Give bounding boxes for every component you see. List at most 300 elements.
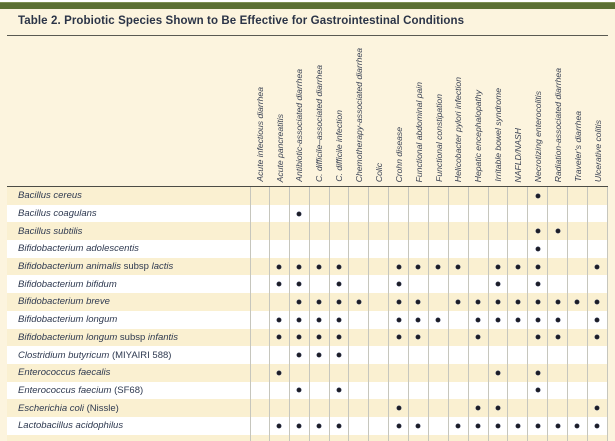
condition-cell (548, 293, 568, 311)
effectiveness-dot (297, 265, 301, 269)
condition-cell (250, 187, 270, 205)
title-block (7, 9, 608, 36)
table-row (7, 417, 608, 435)
condition-header (508, 36, 528, 186)
condition-cell (528, 329, 548, 347)
condition-cell (508, 205, 528, 223)
effectiveness-dot (536, 300, 540, 304)
condition-cell (548, 382, 568, 400)
condition-cell (429, 364, 449, 382)
condition-cell (528, 364, 548, 382)
effectiveness-dot (337, 265, 341, 269)
condition-cell (270, 329, 290, 347)
effectiveness-dot (337, 318, 341, 322)
effectiveness-dot (277, 265, 281, 269)
condition-header-label: Acute pancreatitis (274, 113, 285, 182)
condition-cell (588, 222, 608, 240)
condition-header-label: Traveler's diarrhea (572, 111, 583, 182)
effectiveness-dot (536, 282, 540, 286)
condition-cell (449, 205, 469, 223)
condition-cell (528, 293, 548, 311)
condition-cell (548, 258, 568, 276)
table-row (7, 364, 608, 382)
condition-cell (270, 435, 290, 441)
condition-cell (528, 435, 548, 441)
condition-cell (489, 382, 509, 400)
effectiveness-dot (317, 300, 321, 304)
condition-cell (508, 346, 528, 364)
condition-cell (588, 399, 608, 417)
condition-header-label: Helicobacter pylori infection (453, 76, 464, 182)
condition-cell (449, 275, 469, 293)
condition-cell (548, 275, 568, 293)
condition-cell (270, 364, 290, 382)
condition-cell (528, 382, 548, 400)
condition-cell (310, 346, 330, 364)
species-name: Enterococcus faecium (SF68) (18, 384, 144, 396)
condition-cell (528, 346, 548, 364)
condition-cell (528, 417, 548, 435)
condition-cell (349, 293, 369, 311)
condition-cell (469, 364, 489, 382)
effectiveness-dot (536, 247, 540, 251)
condition-header (409, 36, 429, 186)
effectiveness-dot (317, 424, 321, 428)
condition-cell (250, 205, 270, 223)
condition-cell (449, 364, 469, 382)
condition-cell (489, 205, 509, 223)
condition-cell (330, 417, 350, 435)
effectiveness-dot (575, 424, 579, 428)
condition-cell (409, 382, 429, 400)
condition-cell (310, 205, 330, 223)
condition-cell (330, 346, 350, 364)
effectiveness-dot (277, 335, 281, 339)
species-name: Bifidobacterium breve (18, 296, 110, 308)
condition-cell (369, 382, 389, 400)
condition-cell (568, 187, 588, 205)
condition-cell (250, 435, 270, 441)
effectiveness-dot (476, 318, 480, 322)
condition-cell (528, 399, 548, 417)
condition-cell (270, 399, 290, 417)
condition-cell (429, 187, 449, 205)
condition-cell (290, 222, 310, 240)
condition-cell (508, 240, 528, 258)
effectiveness-dot (476, 424, 480, 428)
condition-cell (310, 275, 330, 293)
condition-cell (508, 435, 528, 441)
condition-cell (508, 258, 528, 276)
row-cells (250, 293, 608, 311)
effectiveness-dot (297, 282, 301, 286)
condition-cell (389, 329, 409, 347)
condition-cell (290, 275, 310, 293)
condition-cell (489, 346, 509, 364)
condition-header (389, 36, 409, 186)
condition-cell (349, 311, 369, 329)
condition-cell (548, 417, 568, 435)
condition-cell (489, 311, 509, 329)
row-cells (250, 240, 608, 258)
condition-cell (250, 240, 270, 258)
condition-cell (449, 399, 469, 417)
condition-cell (429, 399, 449, 417)
effectiveness-dot (456, 424, 460, 428)
condition-cell (508, 222, 528, 240)
table-row (7, 187, 608, 205)
row-cells (250, 329, 608, 347)
species-name: Lactobacillus acidophilus (18, 420, 124, 432)
effectiveness-dot (496, 406, 500, 410)
effectiveness-dot (337, 300, 341, 304)
condition-cell (349, 399, 369, 417)
condition-cell (250, 311, 270, 329)
condition-cell (389, 399, 409, 417)
effectiveness-dot (297, 335, 301, 339)
condition-cell (290, 311, 310, 329)
condition-cell (250, 258, 270, 276)
condition-header-label: Hepatic encephalopathy (473, 89, 484, 182)
condition-cell (330, 240, 350, 258)
condition-cell (469, 240, 489, 258)
effectiveness-dot (337, 335, 341, 339)
condition-cell (310, 382, 330, 400)
effectiveness-dot (476, 406, 480, 410)
effectiveness-dot (436, 265, 440, 269)
condition-cell (548, 205, 568, 223)
condition-cell (528, 205, 548, 223)
condition-cell (548, 399, 568, 417)
effectiveness-dot (516, 265, 520, 269)
effectiveness-dot (397, 265, 401, 269)
condition-cell (449, 222, 469, 240)
condition-cell (469, 293, 489, 311)
effectiveness-dot (496, 300, 500, 304)
condition-cell (469, 187, 489, 205)
condition-cell (508, 417, 528, 435)
table-title: Table 2. Probiotic Species Shown to Be Effective for Gastrointestinal Conditions (18, 15, 465, 27)
table-row-partial (7, 435, 608, 441)
condition-cell (389, 346, 409, 364)
condition-cell (508, 382, 528, 400)
effectiveness-dot (277, 371, 281, 375)
condition-header (270, 36, 290, 186)
condition-cell (568, 311, 588, 329)
condition-header (290, 36, 310, 186)
effectiveness-dot (556, 318, 560, 322)
condition-cell (588, 275, 608, 293)
condition-header-label: NAFLD/NASH (513, 127, 524, 182)
condition-cell (270, 382, 290, 400)
condition-cell (449, 258, 469, 276)
condition-cell (548, 329, 568, 347)
condition-header-label: Antibiotic-associated diarrhea (294, 69, 305, 182)
condition-cell (548, 364, 568, 382)
condition-cell (310, 240, 330, 258)
condition-cell (290, 258, 310, 276)
effectiveness-dot (397, 335, 401, 339)
condition-cell (489, 275, 509, 293)
condition-cell (270, 205, 290, 223)
effectiveness-dot (416, 318, 420, 322)
effectiveness-dot (297, 300, 301, 304)
condition-cell (330, 364, 350, 382)
condition-cell (349, 258, 369, 276)
condition-cell (369, 205, 389, 223)
condition-cell (290, 187, 310, 205)
condition-cell (290, 329, 310, 347)
effectiveness-dot (277, 424, 281, 428)
condition-cell (290, 205, 310, 223)
condition-cell (508, 329, 528, 347)
effectiveness-dot (456, 300, 460, 304)
condition-cell (489, 364, 509, 382)
condition-cell (568, 222, 588, 240)
condition-header (528, 36, 548, 186)
effectiveness-dot (496, 318, 500, 322)
table-row (7, 311, 608, 329)
row-cells (250, 364, 608, 382)
effectiveness-dot (397, 424, 401, 428)
row-cells (250, 435, 608, 441)
condition-cell (489, 399, 509, 417)
row-cells (250, 399, 608, 417)
condition-header-label: Functional constipation (433, 94, 444, 182)
condition-cell (369, 364, 389, 382)
condition-cell (409, 187, 429, 205)
condition-cell (528, 258, 548, 276)
condition-cell (409, 311, 429, 329)
condition-cell (310, 222, 330, 240)
species-name: Bacillus coagulans (18, 208, 97, 220)
condition-cell (508, 311, 528, 329)
condition-cell (548, 240, 568, 258)
table-row (7, 240, 608, 258)
condition-cell (588, 346, 608, 364)
condition-cell (449, 417, 469, 435)
condition-cell (489, 222, 509, 240)
condition-cell (349, 346, 369, 364)
condition-cell (369, 311, 389, 329)
condition-cell (389, 187, 409, 205)
condition-cell (389, 311, 409, 329)
species-name: Clostridium butyricum (MIYAIRI 588) (18, 349, 172, 361)
effectiveness-dot (536, 371, 540, 375)
condition-cell (588, 293, 608, 311)
condition-cell (290, 364, 310, 382)
effectiveness-dot (416, 424, 420, 428)
effectiveness-dot (397, 406, 401, 410)
condition-cell (528, 275, 548, 293)
condition-header-label: Functional abdominal pain (413, 81, 424, 182)
condition-cell (548, 187, 568, 205)
table-body (7, 187, 608, 441)
effectiveness-dot (456, 265, 460, 269)
condition-cell (310, 329, 330, 347)
condition-cell (310, 187, 330, 205)
table-header-row (7, 36, 608, 187)
effectiveness-dot (337, 388, 341, 392)
condition-cell (449, 311, 469, 329)
condition-cell (389, 205, 409, 223)
condition-cell (250, 329, 270, 347)
effectiveness-dot (277, 282, 281, 286)
effectiveness-dot (436, 318, 440, 322)
condition-cell (469, 329, 489, 347)
condition-cell (250, 222, 270, 240)
condition-cell (270, 258, 290, 276)
row-cells (250, 346, 608, 364)
condition-cell (330, 435, 350, 441)
effectiveness-dot (536, 229, 540, 233)
condition-cell (568, 364, 588, 382)
condition-cell (469, 382, 489, 400)
row-cells (250, 275, 608, 293)
effectiveness-dot (556, 335, 560, 339)
condition-cell (429, 329, 449, 347)
condition-cell (310, 258, 330, 276)
condition-cell (429, 240, 449, 258)
species-name (7, 435, 250, 441)
row-cells (250, 382, 608, 400)
condition-cell (349, 329, 369, 347)
condition-cell (389, 364, 409, 382)
condition-cell (330, 311, 350, 329)
condition-cell (349, 435, 369, 441)
condition-header (548, 36, 568, 186)
condition-cell (449, 293, 469, 311)
effectiveness-dot (516, 424, 520, 428)
row-cells (250, 187, 608, 205)
effectiveness-dot (496, 424, 500, 428)
condition-cell (250, 399, 270, 417)
condition-cell (469, 275, 489, 293)
condition-header (250, 36, 270, 186)
condition-cell (449, 435, 469, 441)
effectiveness-dot (536, 265, 540, 269)
condition-cell (449, 329, 469, 347)
effectiveness-dot (277, 318, 281, 322)
condition-cell (429, 382, 449, 400)
condition-header-label: Acute infectious diarrhea (254, 87, 265, 182)
effectiveness-dot (297, 424, 301, 428)
condition-cell (568, 205, 588, 223)
effectiveness-dot (317, 318, 321, 322)
condition-cell (409, 275, 429, 293)
condition-cell (489, 417, 509, 435)
condition-cell (568, 346, 588, 364)
effectiveness-dot (397, 282, 401, 286)
condition-cell (469, 417, 489, 435)
species-name: Escherichia coli (Nissle) (18, 402, 119, 414)
condition-header (310, 36, 330, 186)
condition-cell (508, 187, 528, 205)
condition-cell (330, 293, 350, 311)
effectiveness-dot (556, 424, 560, 428)
species-name: Bifidobacterium longum subsp infantis (18, 331, 179, 343)
condition-cell (469, 311, 489, 329)
effectiveness-dot (476, 335, 480, 339)
condition-cell (588, 258, 608, 276)
condition-cell (369, 222, 389, 240)
table-row (7, 258, 608, 276)
condition-cell (469, 222, 489, 240)
condition-cell (310, 435, 330, 441)
effectiveness-dot (595, 335, 599, 339)
condition-cell (588, 240, 608, 258)
condition-cell (409, 417, 429, 435)
condition-cell (568, 417, 588, 435)
condition-cell (270, 275, 290, 293)
species-name: Enterococcus faecalis (18, 367, 111, 379)
condition-header-label: Chemotherapy-associated diarrhea (354, 47, 365, 182)
effectiveness-dot (536, 424, 540, 428)
condition-cell (588, 435, 608, 441)
condition-cell (349, 364, 369, 382)
condition-cell (330, 382, 350, 400)
condition-cell (369, 240, 389, 258)
condition-header (330, 36, 350, 186)
condition-cell (588, 329, 608, 347)
condition-cell (429, 293, 449, 311)
species-name: Bifidobacterium longum (18, 314, 118, 326)
condition-cell (548, 222, 568, 240)
effectiveness-dot (556, 300, 560, 304)
condition-cell (429, 311, 449, 329)
condition-cell (449, 187, 469, 205)
condition-cell (449, 382, 469, 400)
effectiveness-dot (397, 300, 401, 304)
condition-header (489, 36, 509, 186)
effectiveness-dot (595, 406, 599, 410)
condition-cell (290, 399, 310, 417)
condition-header-label: Crohn disease (393, 126, 404, 182)
table-row (7, 329, 608, 347)
condition-cell (568, 382, 588, 400)
effectiveness-dot (536, 318, 540, 322)
condition-cell (310, 311, 330, 329)
condition-cell (548, 435, 568, 441)
table-row (7, 222, 608, 240)
condition-cell (568, 399, 588, 417)
effectiveness-dot (496, 371, 500, 375)
condition-cell (508, 275, 528, 293)
condition-cell (290, 346, 310, 364)
condition-header (429, 36, 449, 186)
condition-cell (270, 187, 290, 205)
condition-cell (349, 222, 369, 240)
table-row (7, 275, 608, 293)
condition-cell (469, 205, 489, 223)
condition-cell (250, 275, 270, 293)
condition-cell (489, 240, 509, 258)
effectiveness-dot (317, 353, 321, 357)
condition-cell (349, 417, 369, 435)
condition-cell (330, 329, 350, 347)
condition-cell (469, 435, 489, 441)
condition-cell (270, 417, 290, 435)
condition-cell (588, 364, 608, 382)
condition-cell (568, 240, 588, 258)
condition-cell (508, 364, 528, 382)
condition-cell (369, 417, 389, 435)
condition-cell (310, 293, 330, 311)
condition-cell (389, 258, 409, 276)
condition-cell (469, 346, 489, 364)
table-row (7, 346, 608, 364)
table-row (7, 205, 608, 223)
